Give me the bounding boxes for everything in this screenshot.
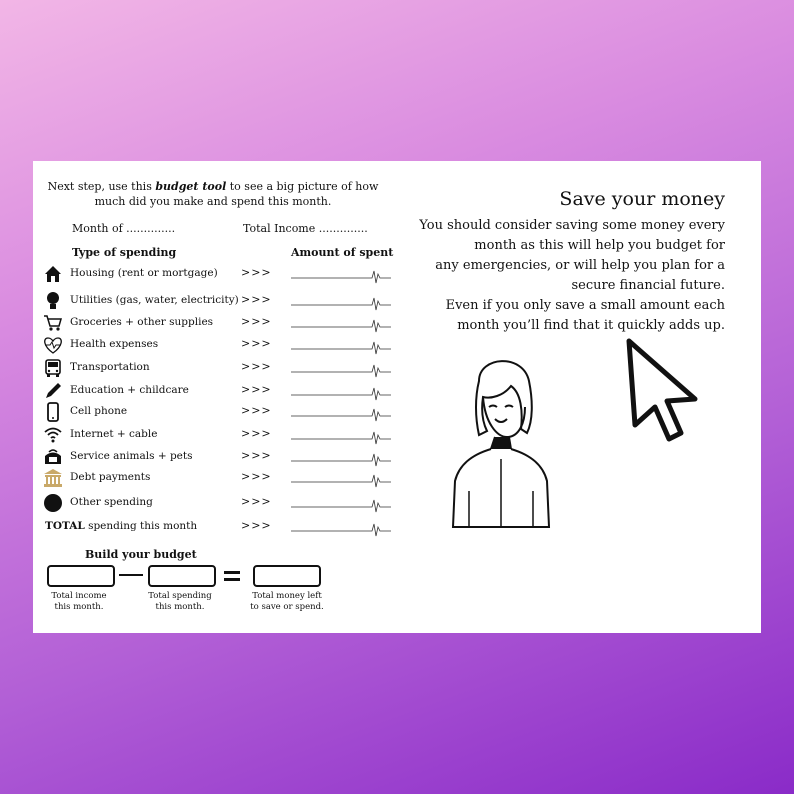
intro-after: to see a big picture of how much did you make and spend this month. [94,180,379,208]
spending-label: Groceries + other supplies [70,316,214,328]
row-arrows: >>> [241,470,272,483]
type-of-spending-header: Type of spending [72,246,177,259]
spending-row [43,425,383,445]
total-label [45,520,197,532]
total-spending-box[interactable] [148,565,216,587]
spending-row [43,381,383,401]
wifi-icon [43,425,63,445]
build-budget-title: Build your budget [85,548,197,561]
total-income-field: Total Income .............. [243,222,368,235]
amount-line[interactable] [291,339,391,355]
pen-icon [43,381,63,401]
save-money-line: month you’ll find that it quickly adds up. [457,318,725,333]
row-arrows: >>> [241,383,272,396]
amount-line[interactable] [291,406,391,422]
spending-row [43,358,383,378]
intro-text [43,179,383,209]
woman-illustration [451,351,551,531]
mouse-cursor-icon [623,337,703,447]
row-arrows: >>> [241,495,272,508]
shopping-cart-icon [43,313,63,333]
month-field: Month of .............. [72,222,176,235]
total-row [43,517,383,537]
bank-icon [43,468,63,488]
amount-of-spent-header: Amount of spent [291,246,394,259]
spending-label: Internet + cable [70,428,158,440]
row-arrows: >>> [241,266,272,279]
total-arrows: >>> [241,519,272,532]
total-income-box[interactable] [47,565,115,587]
spending-row [43,335,383,355]
bus-icon [43,358,63,378]
spending-row [43,493,383,513]
total-amount-line[interactable] [291,521,391,537]
heart-pulse-icon [43,335,63,355]
spending-row [43,468,383,488]
save-money-line: secure financial future. [571,278,725,293]
save-money-title: Save your money [559,188,725,210]
equals-sign-top [224,571,240,574]
amount-line[interactable] [291,295,391,311]
amount-line[interactable] [291,385,391,401]
spending-label: Other spending [70,496,153,508]
budget-worksheet-card [33,161,761,633]
amount-line[interactable] [291,362,391,378]
save-money-line: any emergencies, or will help you plan for a [435,258,725,273]
spending-label: Debt payments [70,471,151,483]
income-caption: Total income this month. [51,591,107,612]
spending-label: Transportation [70,361,150,373]
row-arrows: >>> [241,293,272,306]
spending-row [43,313,383,333]
total-rest: spending this month [84,520,198,532]
spending-label: Housing (rent or mortgage) [70,267,218,279]
minus-sign [119,574,143,576]
row-arrows: >>> [241,360,272,373]
spending-label: Cell phone [70,405,128,417]
equals-sign-bottom [224,578,240,581]
budget-tool-emphasis: budget tool [155,180,227,193]
amount-line[interactable] [291,268,391,284]
amount-line[interactable] [291,497,391,513]
row-arrows: >>> [241,337,272,350]
spending-label: Education + childcare [70,384,189,396]
save-money-body [395,216,725,336]
total-bold: TOTAL [45,520,85,532]
spending-label: Utilities (gas, water, electricity) [70,294,239,306]
spending-label: Service animals + pets [70,450,193,462]
house-icon [43,264,63,284]
amount-line[interactable] [291,429,391,445]
save-money-line: month as this will help you budget for [474,238,725,253]
lightbulb-icon [43,291,63,311]
save-money-line: Even if you only save a small amount each [445,298,725,313]
row-arrows: >>> [241,404,272,417]
pet-carrier-icon [43,447,63,467]
row-arrows: >>> [241,315,272,328]
phone-icon [43,402,63,422]
spending-row [43,447,383,467]
spending-row [43,291,383,311]
amount-line[interactable] [291,451,391,467]
intro-before: Next step, use this [47,180,156,193]
spending-label: Health expenses [70,338,159,350]
spending-row [43,402,383,422]
save-money-line: You should consider saving some money every [419,218,725,233]
circle-icon [43,493,63,513]
row-arrows: >>> [241,449,272,462]
money-left-box[interactable] [253,565,321,587]
spending-caption: Total spending this month. [148,591,212,612]
amount-line[interactable] [291,317,391,333]
amount-line[interactable] [291,472,391,488]
spending-row [43,264,383,284]
row-arrows: >>> [241,427,272,440]
money-left-caption: Total money left to save or spend. [250,591,324,612]
